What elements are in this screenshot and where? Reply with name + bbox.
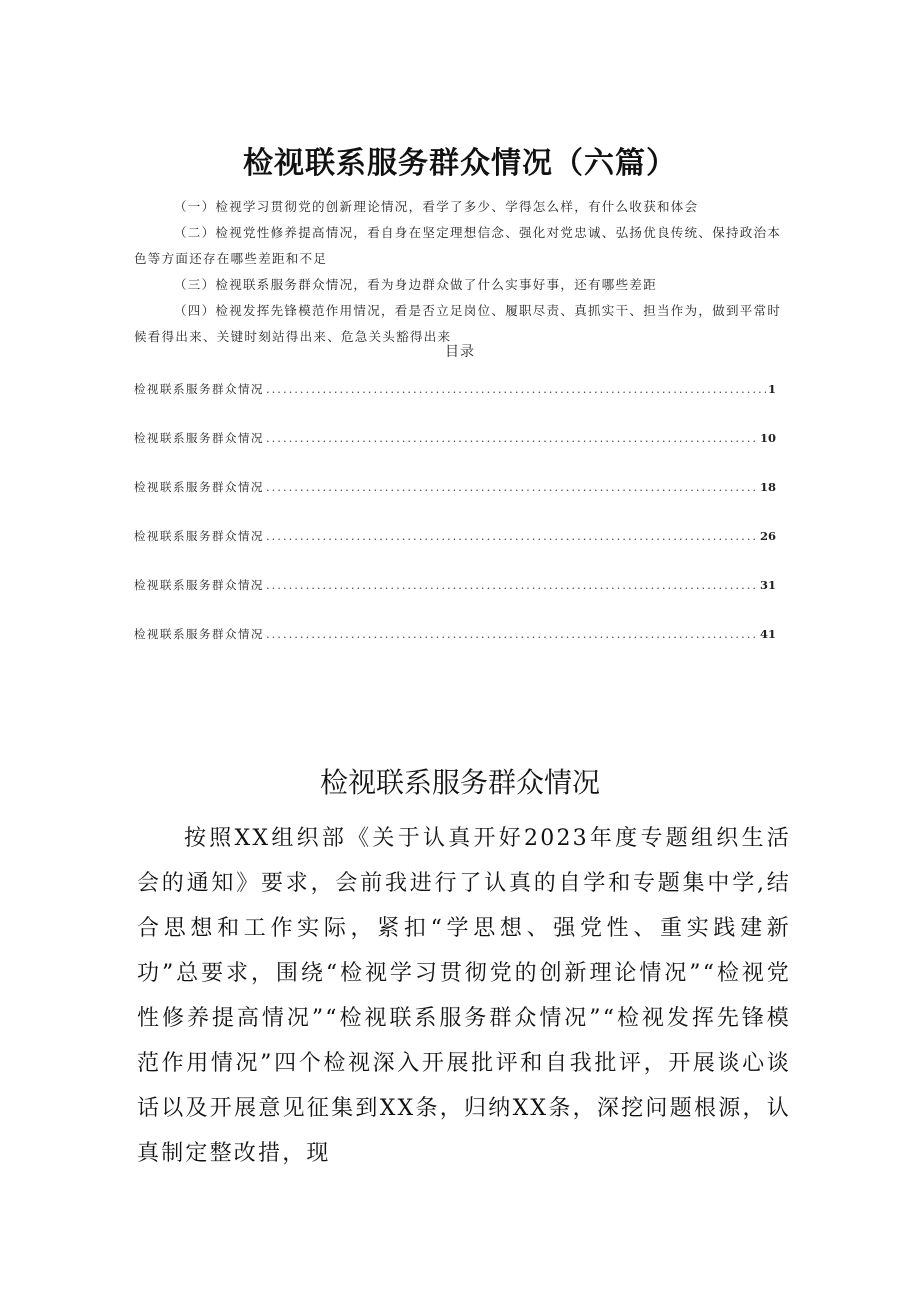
toc-heading: 目录 <box>445 344 475 360</box>
toc-entry-page: 18 <box>759 480 776 494</box>
toc-entry[interactable] <box>134 528 776 577</box>
body-paragraph: 按照XX组织部《关于认真开好2023年度专题组织生活会的通知》要求，会前我进行了认真的自学和专题集中学,结合思想和工作实际，紧扣“学思想、强党性、重实践建新功”总要求，围绕“检视学习贯彻党的创新理论情况”“检视党性修养提高情况”“检视联系服务群众情况”“检视发挥先锋模范作用情况”四个检视深入开展批评和自我批评，开展谈心谈话以及开展意见征集到XX条，归纳XX条，深挖问题根源，认真制定整改措，现 <box>137 826 791 1166</box>
toc-entry-label: 检视联系服务群众情况 <box>134 627 264 641</box>
toc-leader-dots <box>266 382 766 396</box>
toc-leader-dots <box>266 578 758 592</box>
toc-leader-dots <box>266 627 758 641</box>
toc-leader-dots <box>266 431 758 445</box>
toc-entry-label: 检视联系服务群众情况 <box>134 431 264 445</box>
toc-entry[interactable] <box>134 381 776 430</box>
toc-entry-page: 26 <box>759 529 776 543</box>
toc-entry-label: 检视联系服务群众情况 <box>134 480 264 494</box>
toc-entry[interactable] <box>134 577 776 626</box>
intro-item: （四）检视发挥先锋模范作用情况，看是否立足岗位、履职尽责、真抓实干、担当作为，做到平常时候看得出来、关键时刻站得出来、危急关头豁得出来 <box>134 303 782 344</box>
toc-entry-page: 41 <box>759 627 776 641</box>
intro-item: （三）检视联系服务群众情况，看为身边群众做了什么实事好事，还有哪些差距 <box>174 277 658 292</box>
intro-list <box>134 194 790 350</box>
toc-entry-page: 10 <box>759 431 776 445</box>
toc-entry[interactable] <box>134 626 776 675</box>
document-title: 检视联系服务群众情况（六篇） <box>243 146 677 181</box>
section-title: 检视联系服务群众情况 <box>319 766 600 799</box>
table-of-contents <box>134 381 776 675</box>
toc-entry[interactable] <box>134 479 776 528</box>
toc-entry-page: 1 <box>767 382 776 396</box>
intro-item: （一）检视学习贯彻党的创新理论情况，看学了多少、学得怎么样，有什么收获和体会 <box>174 199 699 214</box>
toc-entry-label: 检视联系服务群众情况 <box>134 382 264 396</box>
toc-entry-page: 31 <box>759 578 776 592</box>
toc-leader-dots <box>266 529 758 543</box>
toc-entry-label: 检视联系服务群众情况 <box>134 529 264 543</box>
toc-entry-label: 检视联系服务群众情况 <box>134 578 264 592</box>
toc-leader-dots <box>266 480 758 494</box>
intro-item: （二）检视党性修养提高情况，看自身在坚定理想信念、强化对党忠诚、弘扬优良传统、保持政治本色等方面还存在哪些差距和不足 <box>134 225 782 266</box>
toc-entry[interactable] <box>134 430 776 479</box>
